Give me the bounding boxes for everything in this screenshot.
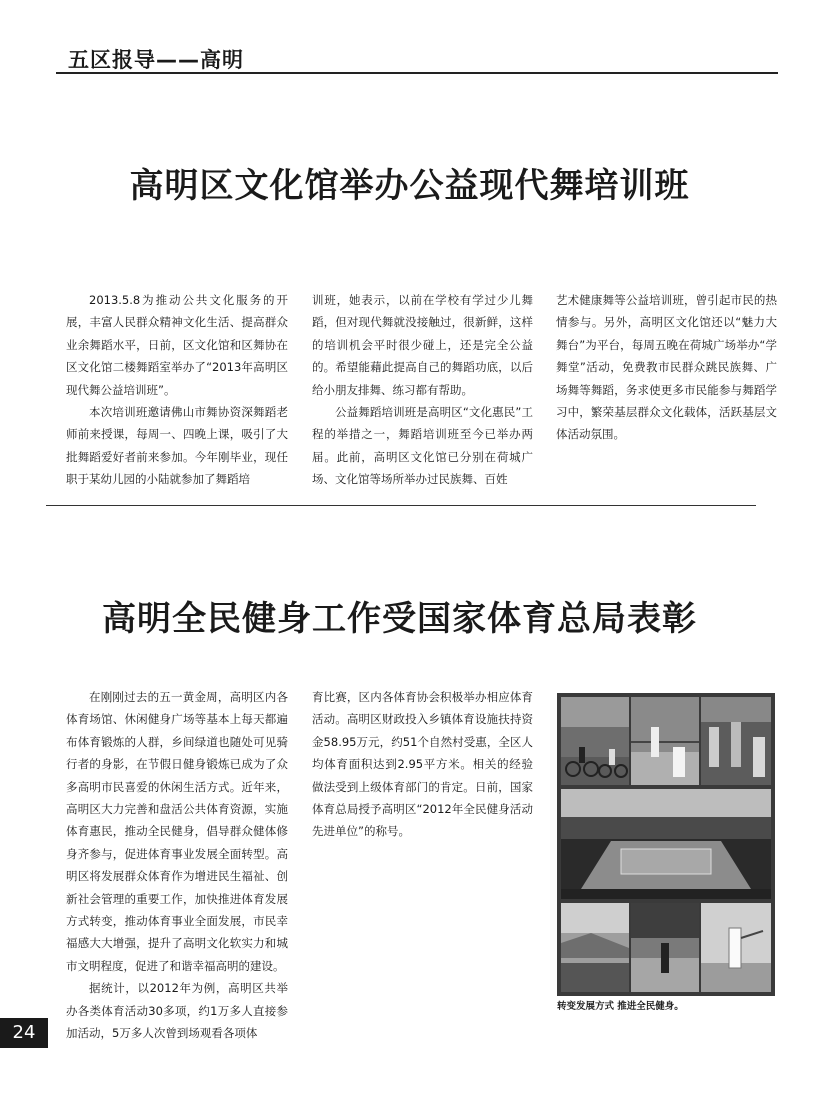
article1-title: 高明区文化馆举办公益现代舞培训班 — [129, 166, 690, 206]
photo-stadium — [561, 789, 771, 899]
photo-cyclists — [561, 697, 629, 785]
article2-col2-paragraph: 育比赛，区内各体育协会积极举办相应体育活动。高明区财政投入乡镇体育设施扶持资金58.95万元，约51个自然村受惠，全区人均体育面积达到2.95平方米。相关的经验做法受到上级体育部门的肯定。日前，国家体育总局授予高明区“2012年全民健身活动先进单位”的称号。 — [312, 690, 533, 839]
section-header: 五区报导——高明 — [68, 48, 244, 72]
article1-col2-paragraph: 公益舞蹈培训班是高明区“文化惠民”工程的举措之一，舞蹈培训班至今已举办两届。此前，高明区文化馆已分别在荷城广场、文化馆等场所举办过民族舞、百姓 — [312, 405, 533, 487]
article1-col1-paragraph: 本次培训班邀请佛山市舞协资深舞蹈老师前来授课，每周一、四晚上课，吸引了大批舞蹈爱好者前来参加。今年刚毕业，现任职于某幼儿园的小陆就参加了舞蹈培 — [66, 405, 288, 487]
photo-dancers — [701, 697, 771, 785]
article-divider — [46, 505, 756, 506]
photo-collage — [557, 693, 775, 996]
article2-col1-paragraph: 据统计，以2012年为例，高明区共举办各类体育活动30多项，约1万多人直接参加活动，5万多人次曾到场观看各项体 — [66, 981, 288, 1041]
article2-column-1 — [66, 686, 288, 1045]
article1-column-2 — [312, 289, 533, 491]
header-rule — [56, 72, 778, 74]
article1-column-1 — [66, 289, 288, 491]
article2-column-2 — [312, 686, 533, 843]
photo-caption: 转变发展方式 推进全民健身。 — [557, 1001, 684, 1012]
article1-column-3 — [556, 289, 777, 446]
photo-race — [561, 903, 629, 992]
photo-badminton — [631, 697, 699, 785]
article2-title: 高明全民健身工作受国家体育总局表彰 — [102, 599, 697, 639]
page-number: 24 — [0, 1018, 48, 1048]
photo-basketball — [631, 903, 699, 992]
photo-taichi — [701, 903, 771, 992]
article1-col1-paragraph: 2013.5.8为推动公共文化服务的开展，丰富人民群众精神文化生活、提高群众业余舞蹈水平，日前，区文化馆和区舞协在区文化馆二楼舞蹈室举办了“2013年高明区现代舞公益培训班”。 — [66, 293, 288, 397]
article1-col2-paragraph: 训班，她表示，以前在学校有学过少儿舞蹈，但对现代舞就没接触过，很新鲜，这样的培训机会平时很少碰上，还是完全公益的。希望能藉此提高自己的舞蹈功底，以后给小朋友排舞、练习都有帮助。 — [312, 293, 533, 397]
article2-col1-paragraph: 在刚刚过去的五一黄金周，高明区内各体育场馆、休闲健身广场等基本上每天都遍布体育锻炼的人群，乡间绿道也随处可见骑行者的身影，在节假日健身锻炼已成为了众多高明市民喜爱的休闲生活方式。近年来，高明区大力完善和盘活公共体育资源，实施体育惠民，推动全民健身，倡导群众健体修身齐参与，促进体育事业发展全面转型。高明区将发展群众体育作为增进民生福祉、创新社会管理的重要工作，加快推进体育发展方式转变，推动体育事业全面发展，市民幸福感大大增强，提升了高明文化软实力和城市文明程度，促进了和谐幸福高明的建设。 — [66, 690, 288, 973]
article1-col3-paragraph: 艺术健康舞等公益培训班，曾引起市民的热情参与。另外，高明区文化馆还以“魅力大舞台”为平台，每周五晚在荷城广场举办“学舞堂”活动，免费教市民群众跳民族舞、广场舞等舞蹈，务求使更多市民能参与舞蹈学习中，繁荣基层群众文化载体，活跃基层文体活动氛围。 — [556, 293, 777, 442]
